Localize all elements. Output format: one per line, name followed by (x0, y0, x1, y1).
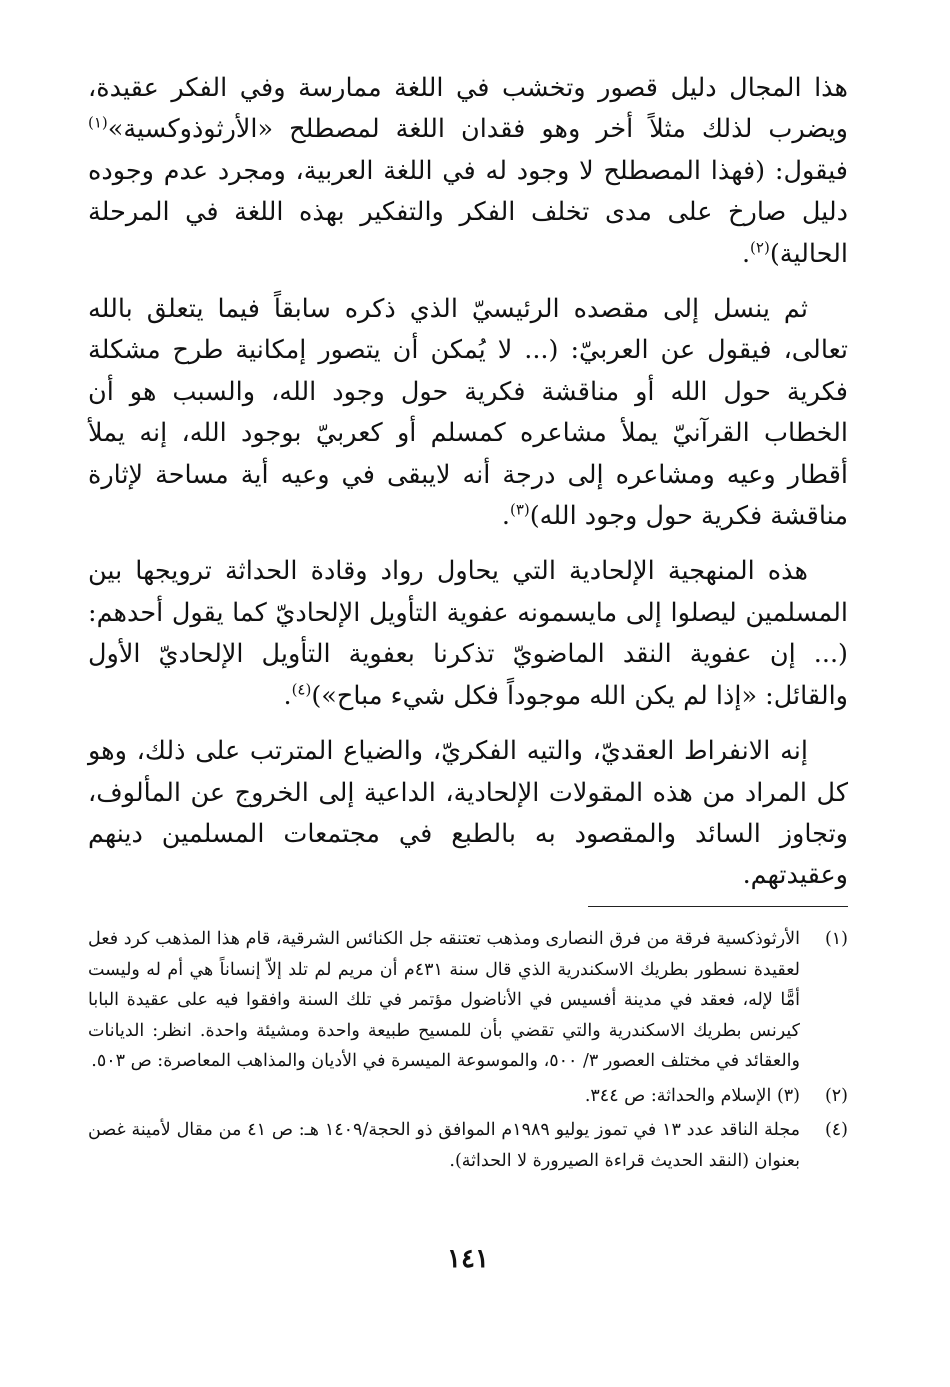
footnote-4-text: مجلة الناقد عدد ١٣ في تموز يوليو ١٩٨٩م الموافق ذو الحجة/١٤٠٩ هـ: ص ٤١ من مقال لأمينة غصن بعنوان (النقد الحديث قراءة الصيرورة لا الحداثة). (88, 1120, 800, 1171)
footnote-4 (88, 1115, 848, 1176)
footnote-ref-4: (٤) (291, 680, 312, 699)
paragraph-1-end: . (741, 238, 751, 269)
footnote-2-text: (٣) الإسلام والحداثة: ص ٣٤٤. (584, 1085, 800, 1106)
footnote-2-marker: (٢) (824, 1085, 848, 1106)
footnote-ref-1: (١) (88, 113, 108, 132)
paragraph-4 (88, 731, 848, 897)
footnote-separator (588, 906, 848, 907)
paragraph-1-text: هذا المجال دليل قصور وتخشب في اللغة ممارسة وفي الفكر عقيدة، ويضرب لذلك مثلاً أخر وهو فقدان اللغة لمصطلح «الأرثوذوكسية» (88, 73, 848, 145)
paragraph-3-text: هذه المنهجية الإلحادية التي يحاول رواد وقادة الحداثة ترويجها بين المسلمين ليصلوا إلى مايسمونه عفوية التأويل الإلحاديّ كما يقول أحدهم: (... إن عفوية النقد الماضويّ تذكرنا بعفوية التأويل الإلحاديّ الأول والقائل: «إذا لم يكن الله موجوداً فكل شيء مباح») (88, 556, 848, 711)
footnote-2 (88, 1081, 848, 1112)
footnote-ref-2: (٢) (750, 238, 770, 257)
paragraph-2-end: . (501, 501, 510, 532)
footnotes (88, 924, 848, 1180)
footnote-1-text: الأرثوذكسية فرقة من فرق النصارى ومذهب تعتنقه جل الكنائس الشرقية، قام هذا المذهب كرد فعل لعقيدة نسطور بطريك الاسكندرية الذي قال سنة ٤٣١م أن مريم لم تلد إلاّ إنساناً هي أم له وليست أمًّا لإله، فعقد في مدينة أفسيس في الأناضول مؤتمر في تلك السنة وافقوا فيه على عقيدة البابا كيرنس بطريك الاسكندرية والتي تقضي بأن للمسيح طبيعة واحدة ومشيئة واحدة. انظر: الديانات والعقائد في مختلف العصور ٣/ ٥٠٠، والموسوعة الميسرة في الأديان والمذاهب المعاصرة: ص ٥٠٣. (88, 929, 800, 1071)
paragraph-3 (88, 551, 848, 717)
paragraph-1-text-continued: فيقول: (فهذا المصطلح لا وجود له في اللغة العربية، ومجرد عدم وجوده دليل صارخ على مدى تخلف الفكر والتفكير بهذه اللغة في المرحلة الحالية) (88, 155, 848, 269)
page-number: ١٤١ (447, 1244, 489, 1274)
paragraph-4-text: إنه الانفراط العقديّ، والتيه الفكريّ، والضياع المترتب على ذلك، وهو كل المراد من هذه المقولات الإلحادية، الداعية إلى الخروج عن المألوف، وتجاوز السائد والمقصود به بالطبع في مجتمعات المسلمين دينهم وعقيدتهم. (88, 736, 848, 891)
footnote-4-marker: (٤) (824, 1120, 848, 1140)
footnote-1-marker: (١) (824, 929, 848, 949)
footnote-ref-3: (٣) (509, 500, 530, 519)
paragraph-2 (88, 289, 848, 537)
main-text (88, 68, 848, 897)
paragraph-1 (88, 68, 848, 275)
book-page (88, 68, 848, 1274)
footnote-1 (88, 924, 848, 1077)
paragraph-2-text: ثم ينسل إلى مقصده الرئيسيّ الذي ذكره سابقاً فيما يتعلق بالله تعالى، فيقول عن العربيّ: (... لا يُمكن أن يتصور إمكانية طرح مشكلة فكرية حول الله أو مناقشة فكرية حول وجود الله، والسبب هو أن الخطاب القرآنيّ يملأ مشاعره كمسلم أو كعربيّ بوجود الله، إنه يملأ أقطار وعيه ومشاعره إلى درجة أنه لايبقى في وعيه أية مساحة لإثارة مناقشة فكرية حول وجود الله) (88, 294, 848, 532)
paragraph-3-end: . (283, 680, 292, 711)
